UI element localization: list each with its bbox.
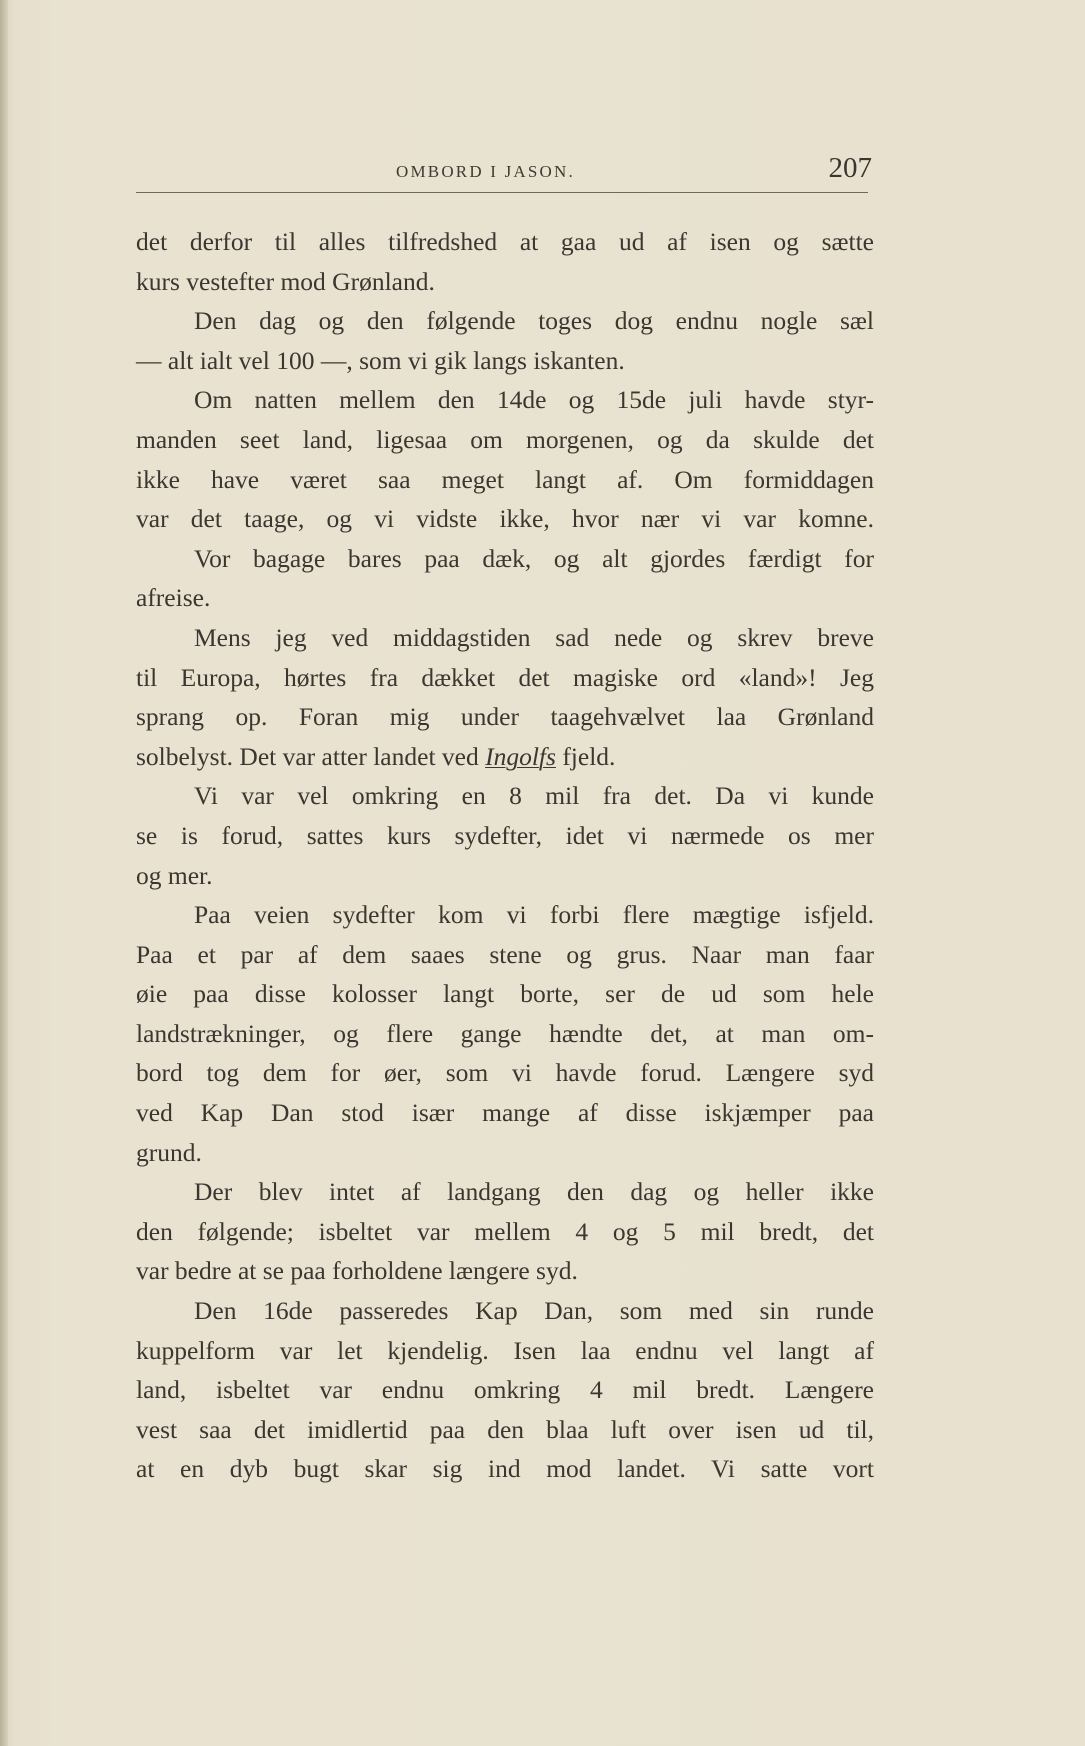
text-line: Om natten mellem den 14de og 15de juli havde styr- [194,385,874,415]
text-line: — alt ialt vel 100 —, som vi gik langs iskanten. [136,345,625,375]
page-number: 207 [828,152,872,184]
text-line: var bedre at se paa forholdene længere syd. [136,1256,578,1286]
text-line: til Europa, hørtes fra dækket det magiske ord «land»! Jeg [136,662,874,692]
text-line: at en dyb bugt skar sig ind mod landet. Vi satte vort [136,1454,874,1484]
text-line: den følgende; isbeltet var mellem 4 og 5 mil bredt, det [136,1216,874,1246]
text-line: Den dag og den følgende toges dog endnu nogle sæl [194,306,874,336]
text-line: kuppelform var let kjendelig. Isen laa endnu vel langt af [136,1335,874,1365]
text-fragment: fjeld. [562,741,616,771]
text-line [136,737,874,777]
page-binding-edge [0,0,8,1746]
text-line: Den 16de passeredes Kap Dan, som med sin runde [194,1296,874,1326]
text-line: ikke have været saa meget langt af. Om formiddagen [136,464,874,494]
text-fragment: solbelyst. Det var atter landet ved [136,741,479,771]
text-line: afreise. [136,583,211,613]
text-line: ved Kap Dan stod især mange af disse iskjæmper paa [136,1098,874,1128]
running-title: OMBORD I JASON. [396,162,575,181]
text-line: Paa veien sydefter kom vi forbi flere mægtige isfjeld. [194,900,874,930]
text-line: vest saa det imidlertid paa den blaa luft over isen ud til, [136,1414,874,1444]
text-line: Vor bagage bares paa dæk, og alt gjordes færdigt for [194,543,874,573]
page-header [136,154,876,194]
text-line: kurs vestefter mod Grønland. [136,266,435,296]
body-text [136,222,874,1489]
text-line: land, isbeltet var endnu omkring 4 mil bredt. Længere [136,1375,874,1405]
text-line: var det taage, og vi vidste ikke, hvor nær vi var komne. [136,504,874,534]
italic-name: Ingolfs [485,741,556,771]
header-rule [136,192,868,193]
text-line: Paa et par af dem saaes stene og grus. Naar man faar [136,939,874,969]
text-line: Vi var vel omkring en 8 mil fra det. Da vi kunde [194,781,874,811]
text-line: Mens jeg ved middagstiden sad nede og skrev breve [194,622,874,652]
text-line: og mer. [136,860,213,890]
text-line: landstrækninger, og flere gange hændte det, at man om- [136,1018,874,1048]
text-line: bord tog dem for øer, som vi havde forud. Længere syd [136,1058,874,1088]
text-line: sprang op. Foran mig under taagehvælvet laa Grønland [136,702,874,732]
text-line: øie paa disse kolosser langt borte, ser de ud som hele [136,979,874,1009]
text-line: Der blev intet af landgang den dag og heller ikke [194,1177,874,1207]
text-line: det derfor til alles tilfredshed at gaa ud af isen og sætte [136,227,874,256]
text-line: grund. [136,1137,202,1167]
text-line: manden seet land, ligesaa om morgenen, og da skulde det [136,424,874,454]
text-line: se is forud, sattes kurs sydefter, idet vi nærmede os mer [136,820,874,850]
